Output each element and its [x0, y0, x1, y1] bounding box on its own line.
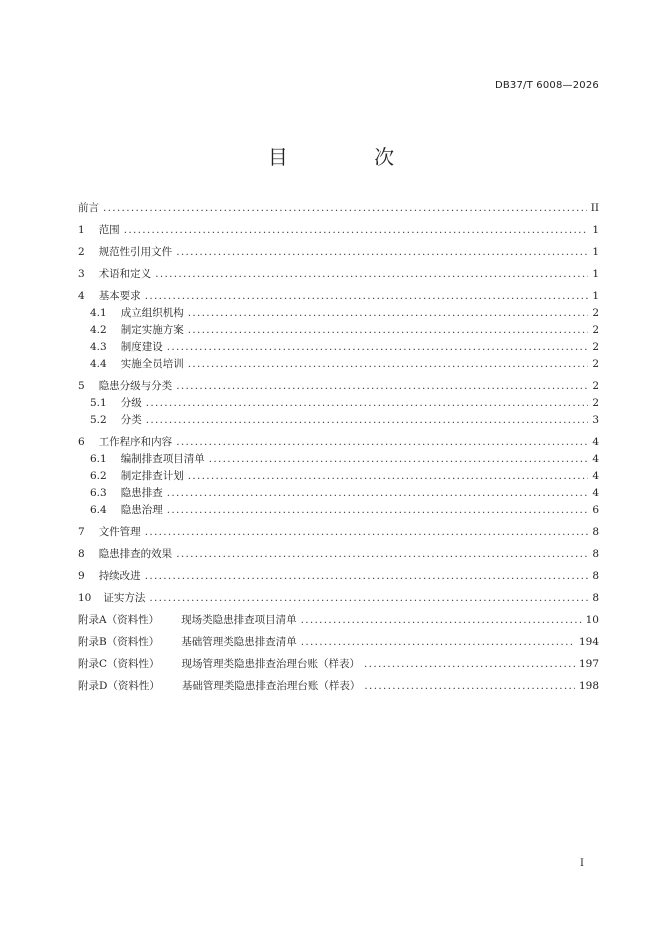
toc-leader-dots — [301, 613, 582, 628]
toc-entry[interactable] — [78, 289, 599, 304]
toc-entry-title: 现场类隐患排查项目清单 — [181, 614, 297, 626]
document-code: DB37/T 6008—2026 — [494, 80, 599, 91]
toc-entry-number: 1 — [78, 224, 85, 236]
toc-leader-dots — [146, 413, 589, 428]
toc-entry-page: 1 — [592, 224, 599, 236]
toc-entry-title: 文件管理 — [98, 526, 141, 538]
toc-entry-page: 194 — [578, 636, 599, 648]
toc-entry-page: 1 — [592, 290, 599, 302]
toc-entry[interactable] — [78, 525, 599, 540]
toc-entry-page: 1 — [592, 246, 599, 258]
toc-entry-number: 6.2 — [90, 470, 107, 482]
toc-entry[interactable] — [78, 613, 599, 628]
toc-entry-page: 4 — [592, 487, 599, 499]
toc-entry-title: 持续改进 — [98, 570, 141, 582]
toc-entry[interactable] — [78, 379, 599, 394]
toc-entry-page: 2 — [592, 397, 599, 409]
toc-entry[interactable] — [78, 569, 599, 584]
toc-entry-page: 2 — [592, 307, 599, 319]
toc-entry-number: 6 — [78, 436, 85, 448]
toc-leader-dots — [176, 547, 588, 562]
toc-leader-dots — [145, 569, 589, 584]
toc-entry-page: 3 — [592, 414, 599, 426]
toc-leader-dots — [124, 223, 589, 238]
toc-leader-dots — [167, 486, 589, 501]
toc-entry[interactable] — [78, 469, 599, 484]
toc-entry[interactable] — [78, 201, 599, 216]
toc-entry-number: 8 — [78, 548, 85, 560]
toc-entry[interactable] — [78, 223, 599, 238]
toc-leader-dots — [149, 591, 588, 606]
toc-entry[interactable] — [78, 679, 599, 694]
toc-entry-page: 4 — [592, 470, 599, 482]
toc-entry-title: 制定实施方案 — [120, 324, 184, 336]
toc-entry-number: 5.2 — [90, 414, 107, 426]
toc-entry-number: 6.1 — [90, 453, 107, 465]
toc-entry-number: 附录D（资料性） — [78, 680, 160, 692]
toc-entry-number: 5 — [78, 380, 85, 392]
toc-entry-page: II — [590, 202, 599, 214]
toc-entry-page: 2 — [592, 341, 599, 353]
toc-entry-number: 4.1 — [90, 307, 107, 319]
toc-entry-title: 基础管理类隐患排查治理台账（样表） — [181, 680, 361, 692]
toc-entry-page: 6 — [592, 504, 599, 516]
toc-entry-number: 附录B（资料性） — [78, 636, 160, 648]
toc-leader-dots — [176, 245, 588, 260]
toc-entry-title: 成立组织机构 — [120, 307, 184, 319]
toc-leader-dots — [176, 435, 588, 450]
toc-entry[interactable] — [78, 591, 599, 606]
toc-entry[interactable] — [78, 267, 599, 282]
toc-entry[interactable] — [78, 435, 599, 450]
toc-entry-number: 9 — [78, 570, 85, 582]
toc-entry-number: 附录A（资料性） — [78, 614, 160, 626]
toc-entry[interactable] — [78, 245, 599, 260]
toc-entry-title: 隐患治理 — [120, 504, 163, 516]
toc-entry-number: 4 — [78, 290, 85, 302]
toc-entry[interactable] — [78, 547, 599, 562]
toc-entry[interactable] — [78, 306, 599, 321]
toc-entry-number: 6.4 — [90, 504, 107, 516]
toc-entry[interactable] — [78, 503, 599, 518]
toc-entry-title: 基本要求 — [98, 290, 141, 302]
toc-entry-number: 附录C（资料性） — [78, 658, 160, 670]
toc-entry-page: 197 — [578, 658, 599, 670]
toc-leader-dots — [364, 657, 575, 672]
toc-entry-page: 2 — [592, 358, 599, 370]
toc-entry[interactable] — [78, 635, 599, 650]
toc-entry[interactable] — [78, 413, 599, 428]
table-of-contents — [78, 201, 599, 694]
toc-leader-dots — [188, 357, 589, 372]
toc-entry-title: 分类 — [120, 414, 142, 426]
toc-entry-page: 4 — [592, 436, 599, 448]
toc-leader-dots — [188, 469, 589, 484]
toc-entry-title: 编制排查项目清单 — [120, 453, 205, 465]
toc-entry-number: 6.3 — [90, 487, 107, 499]
toc-leader-dots — [146, 396, 589, 411]
page-title: 目 次 — [267, 145, 435, 169]
toc-entry-page: 4 — [592, 453, 599, 465]
toc-leader-dots — [188, 306, 589, 321]
toc-entry-title: 基础管理类隐患排查清单 — [181, 636, 297, 648]
toc-entry-number: 3 — [78, 268, 85, 280]
toc-entry[interactable] — [78, 486, 599, 501]
toc-entry-title: 隐患排查 — [120, 487, 163, 499]
toc-leader-dots — [301, 635, 575, 650]
toc-leader-dots — [103, 201, 587, 216]
toc-entry-number: 4.3 — [90, 341, 107, 353]
toc-entry-title: 实施全员培训 — [120, 358, 184, 370]
toc-leader-dots — [167, 503, 589, 518]
toc-leader-dots — [209, 452, 589, 467]
toc-entry[interactable] — [78, 323, 599, 338]
toc-entry-number: 5.1 — [90, 397, 107, 409]
toc-leader-dots — [188, 323, 589, 338]
toc-leader-dots — [145, 525, 589, 540]
toc-entry-page: 8 — [592, 592, 599, 604]
toc-entry-number: 4.4 — [90, 358, 107, 370]
toc-entry-page: 1 — [592, 268, 599, 280]
page-number: I — [580, 858, 584, 869]
toc-entry[interactable] — [78, 340, 599, 355]
toc-entry-title: 制度建设 — [120, 341, 163, 353]
toc-entry-title: 术语和定义 — [98, 268, 152, 280]
toc-leader-dots — [176, 379, 588, 394]
toc-entry-title: 证实方法 — [103, 592, 146, 604]
toc-entry-title: 隐患排查的效果 — [98, 548, 173, 560]
toc-entry-page: 198 — [578, 680, 599, 692]
toc-entry-title: 前言 — [78, 202, 99, 214]
toc-entry-title: 分级 — [120, 397, 142, 409]
toc-entry-title: 范围 — [98, 224, 120, 236]
toc-entry[interactable] — [78, 357, 599, 372]
toc-leader-dots — [167, 340, 589, 355]
toc-entry-page: 8 — [592, 570, 599, 582]
toc-entry-title: 现场管理类隐患排查治理台账（样表） — [181, 658, 361, 670]
toc-entry-number: 4.2 — [90, 324, 107, 336]
toc-entry-page: 8 — [592, 526, 599, 538]
toc-leader-dots — [145, 289, 589, 304]
toc-entry-page: 2 — [592, 324, 599, 336]
toc-entry-title: 隐患分级与分类 — [98, 380, 173, 392]
toc-entry-number: 7 — [78, 526, 85, 538]
toc-entry-title: 制定排查计划 — [120, 470, 184, 482]
toc-entry[interactable] — [78, 657, 599, 672]
toc-entry-page: 2 — [592, 380, 599, 392]
toc-leader-dots — [155, 267, 588, 282]
toc-entry-number: 2 — [78, 246, 85, 258]
toc-entry[interactable] — [78, 452, 599, 467]
toc-entry-page: 8 — [592, 548, 599, 560]
toc-entry-page: 10 — [585, 614, 599, 626]
toc-entry-number: 10 — [78, 592, 92, 604]
toc-entry-title: 工作程序和内容 — [98, 436, 173, 448]
toc-entry-title: 规范性引用文件 — [98, 246, 173, 258]
toc-entry[interactable] — [78, 396, 599, 411]
toc-leader-dots — [364, 679, 575, 694]
